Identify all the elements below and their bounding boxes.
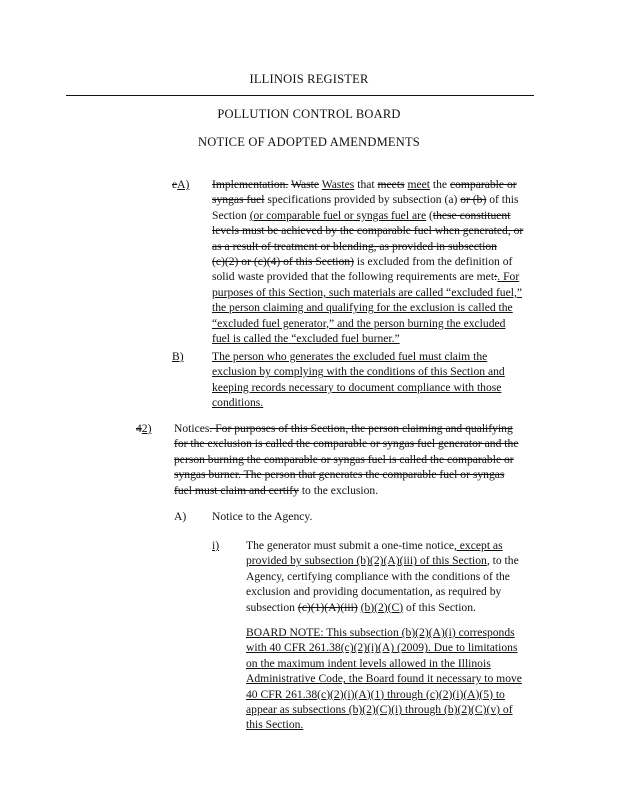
text-line: [246, 569, 519, 584]
register-header: ILLINOIS REGISTER: [249, 72, 369, 86]
text-line: [246, 656, 522, 671]
implementation-label: eA): [172, 178, 190, 191]
text-run: , to the: [486, 554, 519, 568]
deleted-text: syngas fuel: [212, 193, 265, 207]
text-run: Agency, certifying compliance with the conditions of the: [246, 569, 510, 583]
text-line: [212, 177, 523, 192]
inserted-text: BOARD NOTE: This subsection (b)(2)(A)(i) corresponds: [246, 626, 515, 639]
inserted-text: the person claiming and qualifying for the exclusion is called the: [212, 301, 513, 315]
inserted-text: Administrative Code, the Board found it necessary to move: [246, 672, 522, 686]
text-line: [212, 331, 523, 346]
text-line: [246, 600, 519, 615]
text-line: [212, 300, 523, 315]
inserted-text: keeping records necessary to document compliance with those: [212, 380, 502, 394]
notices-paragraph: [174, 421, 518, 498]
text-line: [174, 452, 518, 467]
inserted-text: on the maximum indent levels allowed in the Illinois: [246, 656, 491, 670]
inserted-text: . For: [497, 270, 520, 284]
notice-title: NOTICE OF ADOPTED AMENDMENTS: [198, 135, 420, 149]
deleted-text: (c)(1)(A)(iii): [297, 600, 358, 614]
inserted-text: (or comparable fuel or syngas fuel are: [249, 208, 427, 222]
deleted-text: comparable or: [449, 178, 517, 191]
board-name: POLLUTION CONTROL BOARD: [217, 107, 401, 121]
inserted-text: conditions.: [212, 396, 264, 410]
text-run: Notices: [174, 422, 210, 435]
inserted-text: Wastes: [321, 178, 355, 191]
inserted-text: exclusion by complying with the conditions of this Section and: [212, 365, 505, 379]
text-line: [212, 192, 523, 207]
text-run: (: [426, 208, 433, 222]
deleted-text: person burning the comparable or syngas fuel is called the comparable or: [174, 452, 514, 466]
text-line: [246, 640, 522, 655]
text-run: that: [354, 178, 378, 191]
deleted-text: these constituent: [432, 208, 511, 222]
deleted-text: , the person claiming and qualifying: [345, 422, 513, 435]
inserted-text: provided by subsection (b)(2)(A)(iii) of this Section: [246, 554, 487, 568]
text-run: The generator must submit a one-time notice: [246, 539, 454, 552]
text-line: [212, 380, 505, 395]
text-run: is excluded from the definition of: [353, 255, 513, 269]
deleted-text: for the exclusion is called the comparable or syngas fuel generator and the: [174, 437, 519, 451]
text-line: [246, 702, 522, 717]
text-line: [212, 285, 523, 300]
text-run: Section: [212, 208, 250, 222]
text-line: [174, 467, 518, 482]
implementation-paragraph: [212, 177, 523, 346]
text-run: specifications provided by subsection (a): [264, 193, 461, 207]
text-line: [246, 538, 519, 553]
text-line: [212, 239, 523, 254]
i-paragraph: [246, 538, 519, 615]
text-run: of this Section.: [403, 600, 476, 614]
deleted-text: meets: [377, 178, 405, 191]
text-line: [246, 717, 522, 732]
text-line: [212, 208, 523, 223]
text-run: exclusion and providing documentation, as required by: [246, 585, 502, 599]
text-run: the: [430, 178, 450, 191]
deleted-text: syngas burner. The person that generates the comparable fuel or syngas: [174, 468, 505, 482]
text-line: [212, 349, 505, 364]
b-label: B): [172, 350, 184, 363]
inserted-text: appear as subsections (b)(2)(C)(i) through (b)(2)(C)(v) of: [246, 703, 513, 717]
inserted-text: this Section.: [246, 718, 304, 732]
inserted-text: 40 CFR 261.38(c)(2)(i)(A)(1) through (c)(2)(i)(A)(5) to: [246, 687, 505, 701]
inserted-text: fuel is called the “excluded fuel burner.”: [212, 332, 400, 346]
deleted-text: (c)(2) or (c)(4) of this Section): [212, 255, 354, 269]
deleted-text: fuel must claim and certify: [174, 483, 299, 497]
inserted-text: purposes of this Section, such materials are called “excluded fuel,”: [212, 285, 523, 299]
text-line: [246, 553, 519, 568]
text-line: [174, 421, 518, 436]
agency-heading: Notice to the Agency.: [212, 510, 313, 523]
i-label: i): [212, 539, 220, 552]
text-run: subsection: [246, 600, 298, 614]
text-line: [174, 483, 518, 498]
text-line: [212, 364, 505, 379]
inserted-text: meet: [407, 178, 430, 191]
deleted-text: :: [494, 270, 498, 284]
agency-label: A): [174, 510, 187, 523]
text-run: solid waste provided that the following requirements are met: [212, 270, 495, 284]
header-rule: [66, 95, 534, 96]
deleted-text: as a result of treatment or blending, as provided in subsection: [212, 239, 497, 253]
text-line: [212, 395, 505, 410]
deleted-text: levels must be achieved by the comparable fuel when generated, or: [212, 224, 524, 238]
text-line: [212, 269, 523, 284]
text-line: [212, 223, 523, 238]
text-line: [246, 625, 522, 640]
text-line: [246, 584, 519, 599]
deleted-text: . For purposes of this Section: [209, 422, 346, 435]
deleted-text: Waste: [291, 178, 320, 191]
inserted-text: The person who generates the excluded fuel must claim the: [212, 350, 488, 363]
text-run: to the exclusion.: [298, 483, 379, 497]
inserted-text: , except as: [453, 539, 503, 552]
inserted-text: with 40 CFR 261.38(c)(2)(i)(A) (2009). Due to limitations: [246, 641, 518, 655]
text-line: [246, 687, 522, 702]
deleted-text: Implementation.: [212, 178, 289, 191]
deleted-text: or (b): [460, 193, 487, 207]
text-line: [212, 254, 523, 269]
text-line: [174, 436, 518, 451]
inserted-text: “excluded fuel generator,” and the person burning the excluded: [212, 316, 506, 330]
board-note: [246, 625, 522, 733]
b-paragraph: [212, 349, 505, 411]
text-line: [246, 671, 522, 686]
notices-label: 42): [136, 422, 152, 435]
inserted-text: (b)(2)(C): [360, 600, 404, 614]
text-run: of this: [486, 193, 519, 207]
text-line: [212, 316, 523, 331]
